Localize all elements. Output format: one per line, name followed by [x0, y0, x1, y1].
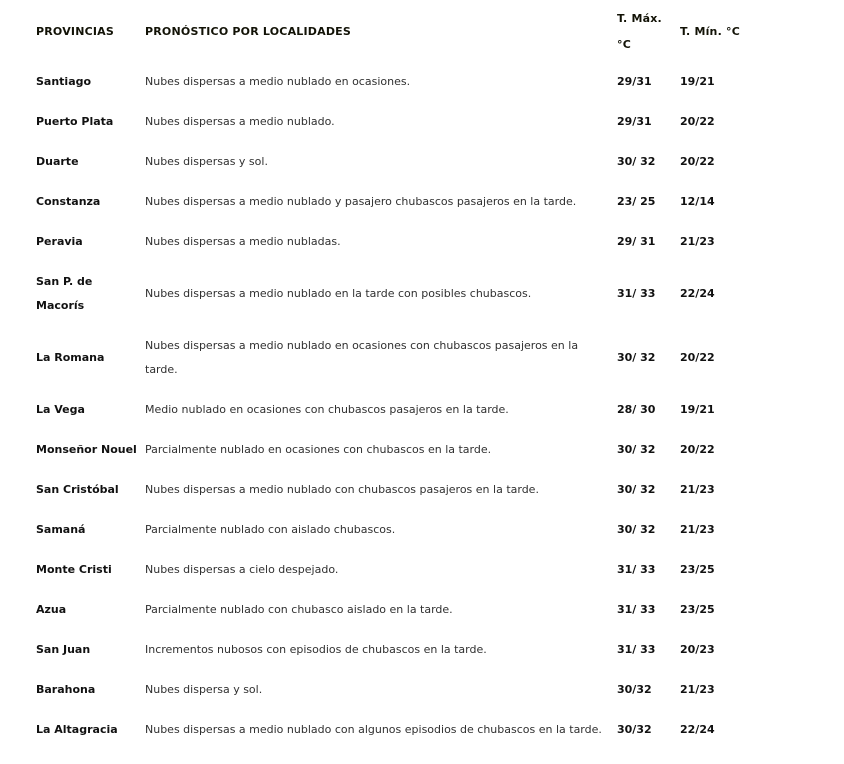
header-tmin: T. Mín. °C [680, 25, 740, 38]
table-header [36, 2, 826, 62]
forecast-cell: Parcialmente nublado con chubasco aislado en la tarde. [145, 603, 453, 616]
tmin-cell: 23/25 [680, 603, 715, 616]
province-cell: San Cristóbal [36, 483, 119, 496]
tmin-cell: 21/23 [680, 523, 715, 536]
tmax-cell: 29/ 31 [617, 235, 656, 248]
table-row-la-altagracia [36, 710, 826, 750]
header-tmax-line2: °C [617, 38, 631, 51]
tmin-cell: 20/23 [680, 643, 715, 656]
table-row-constanza [36, 182, 826, 222]
tmax-cell: 30/ 32 [617, 351, 656, 364]
table-body [36, 62, 826, 750]
table-row-azua [36, 590, 826, 630]
tmax-cell: 28/ 30 [617, 403, 656, 416]
forecast-cell: Nubes dispersas a medio nublado con algunos episodios de chubascos en la tarde. [145, 723, 602, 736]
tmin-cell: 21/23 [680, 235, 715, 248]
province-cell: Samaná [36, 523, 86, 536]
province-cell: Azua [36, 603, 67, 616]
province-cell: Monte Cristi [36, 563, 112, 576]
table-row-puerto-plata [36, 102, 826, 142]
tmin-cell: 19/21 [680, 403, 715, 416]
province-cell: Puerto Plata [36, 115, 114, 128]
table-row-samana [36, 510, 826, 550]
forecast-cell: Nubes dispersas a medio nublado en ocasiones con chubascos pasajeros en la tarde. [145, 339, 579, 376]
forecast-cell: Nubes dispersas a medio nublado y pasajero chubascos pasajeros en la tarde. [145, 195, 577, 208]
tmax-cell: 31/ 33 [617, 643, 656, 656]
province-cell: La Vega [36, 403, 85, 416]
table-row-san-cristobal [36, 470, 826, 510]
tmin-cell: 20/22 [680, 115, 715, 128]
province-cell: La Altagracia [36, 723, 118, 736]
province-cell: Santiago [36, 75, 92, 88]
forecast-cell: Nubes dispersa y sol. [145, 683, 263, 696]
tmin-cell: 22/24 [680, 287, 715, 300]
tmin-cell: 19/21 [680, 75, 715, 88]
forecast-cell: Parcialmente nublado en ocasiones con chubascos en la tarde. [145, 443, 492, 456]
province-cell: Barahona [36, 683, 96, 696]
tmin-cell: 12/14 [680, 195, 715, 208]
forecast-cell: Nubes dispersas a cielo despejado. [145, 563, 339, 576]
tmin-cell: 20/22 [680, 155, 715, 168]
tmin-cell: 22/24 [680, 723, 715, 736]
tmax-cell: 23/ 25 [617, 195, 656, 208]
tmax-cell: 30/ 32 [617, 443, 656, 456]
forecast-cell: Nubes dispersas a medio nublado en ocasiones. [145, 75, 411, 88]
province-cell: San Juan [36, 643, 91, 656]
tmin-cell: 21/23 [680, 683, 715, 696]
table-row-san-juan [36, 630, 826, 670]
header-tmax [617, 2, 680, 62]
table-row-monsenor-nouel [36, 430, 826, 470]
tmax-cell: 30/ 32 [617, 523, 656, 536]
forecast-cell: Nubes dispersas a medio nubladas. [145, 235, 341, 248]
table-row-la-romana [36, 326, 826, 390]
provinces-forecast-table [36, 2, 826, 750]
header-row [36, 2, 826, 62]
forecast-cell: Parcialmente nublado con aislado chubascos. [145, 523, 396, 536]
forecast-cell: Nubes dispersas a medio nublado en la tarde con posibles chubascos. [145, 287, 532, 300]
tmax-cell: 31/ 33 [617, 603, 656, 616]
tmax-cell: 30/ 32 [617, 155, 656, 168]
tmax-cell: 29/31 [617, 75, 652, 88]
header-tmax-line1: T. Máx. [617, 12, 662, 25]
table-row-san-pedro-de-macoris [36, 262, 826, 326]
tmax-cell: 31/ 33 [617, 563, 656, 576]
forecast-cell: Nubes dispersas a medio nublado. [145, 115, 335, 128]
tmax-cell: 30/32 [617, 723, 652, 736]
tmax-cell: 30/ 32 [617, 483, 656, 496]
province-cell: San P. de Macorís [36, 275, 93, 312]
forecast-cell: Nubes dispersas a medio nublado con chubascos pasajeros en la tarde. [145, 483, 539, 496]
forecast-cell: Nubes dispersas y sol. [145, 155, 268, 168]
province-cell: La Romana [36, 351, 105, 364]
table-row-monte-cristi [36, 550, 826, 590]
header-forecast: PRONÓSTICO POR LOCALIDADES [145, 25, 351, 38]
province-cell: Constanza [36, 195, 101, 208]
tmax-cell: 29/31 [617, 115, 652, 128]
table-row-la-vega [36, 390, 826, 430]
province-cell: Peravia [36, 235, 83, 248]
table-row-peravia [36, 222, 826, 262]
tmax-cell: 30/32 [617, 683, 652, 696]
tmin-cell: 20/22 [680, 443, 715, 456]
header-provinces: PROVINCIAS [36, 25, 115, 38]
table-row-barahona [36, 670, 826, 710]
tmin-cell: 20/22 [680, 351, 715, 364]
table-row-santiago [36, 62, 826, 102]
tmin-cell: 23/25 [680, 563, 715, 576]
tmax-cell: 31/ 33 [617, 287, 656, 300]
province-cell: Monseñor Nouel [36, 443, 137, 456]
tmin-cell: 21/23 [680, 483, 715, 496]
forecast-cell: Medio nublado en ocasiones con chubascos pasajeros en la tarde. [145, 403, 509, 416]
table-row-duarte [36, 142, 826, 182]
province-cell: Duarte [36, 155, 79, 168]
forecast-cell: Incrementos nubosos con episodios de chubascos en la tarde. [145, 643, 487, 656]
